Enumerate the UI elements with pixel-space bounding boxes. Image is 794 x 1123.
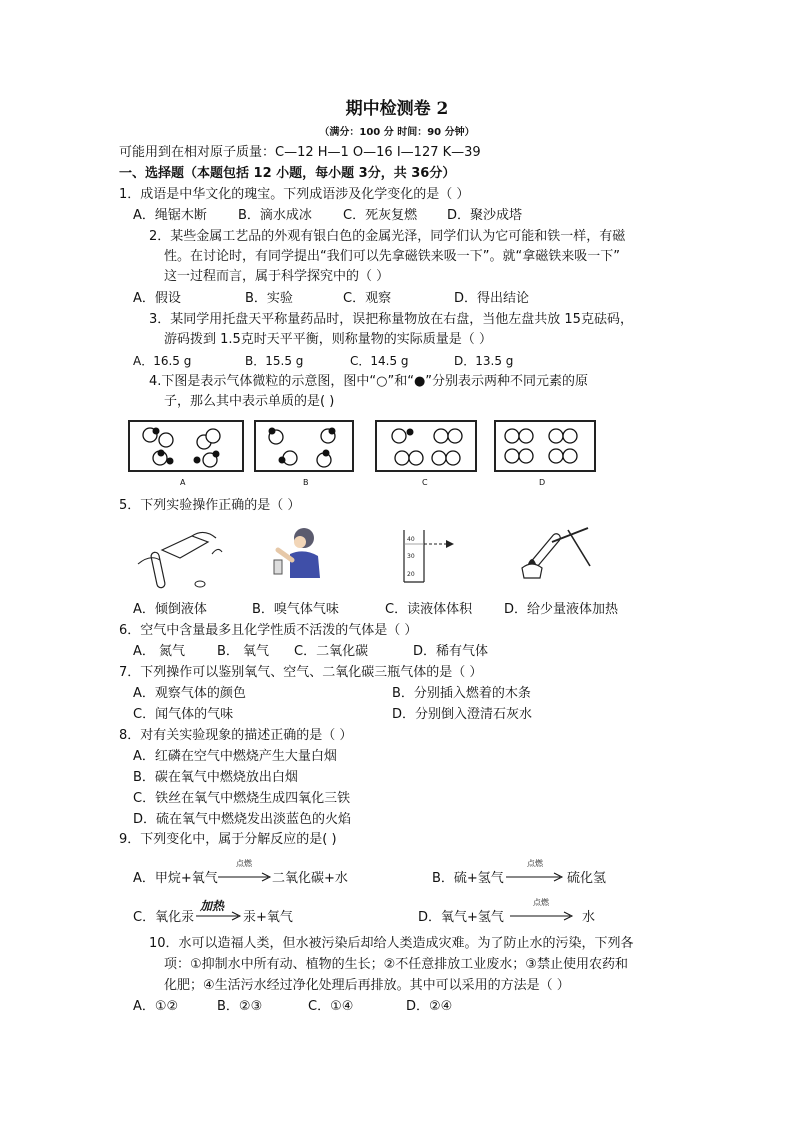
- q9-option-a-products: 二氧化碳+水: [272, 871, 348, 886]
- q10-line3: 化肥；④生活污水经过净化处理后再排放。其中可以采用的方法是（ ）: [164, 978, 570, 993]
- q1-option-d[interactable]: D．聚沙成塔: [447, 208, 523, 223]
- q4-molecules-b: [256, 422, 352, 470]
- q8-option-d[interactable]: D．硫在氧气中燃烧发出淡蓝色的火焰: [133, 812, 352, 827]
- q7-option-a[interactable]: A．观察气体的颜色: [133, 686, 246, 701]
- q9-option-d-products: 水: [582, 910, 596, 925]
- q5-stem: 5．下列实验操作正确的是（ ）: [119, 498, 301, 513]
- cylinder-mark-20: 20: [407, 571, 415, 578]
- q3-option-b[interactable]: B．15.5 g: [245, 354, 304, 368]
- q7-stem: 7．下列操作可以鉴别氧气、空气、二氧化碳三瓶气体的是（ ）: [119, 665, 483, 680]
- pouring-liquid-illustration: [132, 524, 224, 594]
- q2-option-b[interactable]: B．实验: [245, 291, 293, 306]
- q4-diagram-c[interactable]: [375, 420, 477, 472]
- smelling-gas-illustration: [268, 524, 324, 580]
- q8-option-b[interactable]: B．碳在氧气中燃烧放出白烟: [133, 770, 298, 785]
- q4-caption-a: A: [180, 478, 186, 487]
- atomic-mass-line: 可能用到在相对原子质量：C—12 H—1 O—16 I—127 K—39: [119, 145, 481, 160]
- q9-option-c-arrow: [196, 911, 244, 921]
- q4-line2: 子，那么其中表示单质的是( ): [164, 394, 335, 409]
- q3-option-d[interactable]: D．13.5 g: [454, 354, 514, 368]
- q9-option-c-products: 汞+氧气: [243, 910, 293, 925]
- q1-option-a[interactable]: A．绳锯木断: [133, 208, 207, 223]
- q2-line3: 这一过程而言，属于科学探究中的（ ）: [164, 269, 390, 284]
- q9-option-d-condition: 点燃: [533, 898, 549, 907]
- heating-liquid-illustration: [508, 520, 598, 584]
- q2-option-a[interactable]: A．假设: [133, 291, 181, 306]
- q8-stem: 8．对有关实验现象的描述正确的是（ ）: [119, 728, 353, 743]
- q6-stem: 6．空气中含量最多且化学性质不活泼的气体是（ ）: [119, 623, 418, 638]
- q8-option-c[interactable]: C．铁丝在氧气中燃烧生成四氧化三铁: [133, 791, 351, 806]
- cylinder-mark-40: 40: [407, 536, 415, 543]
- cylinder-mark-30: 30: [407, 553, 415, 560]
- q4-molecules-d: [496, 422, 594, 470]
- q1-option-c[interactable]: C．死灰复燃: [343, 208, 418, 223]
- q10-option-a[interactable]: A．①②: [133, 999, 179, 1014]
- q7-option-d[interactable]: D．分别倒入澄清石灰水: [392, 707, 533, 722]
- q4-molecules-c: [377, 422, 475, 470]
- q6-option-d[interactable]: D．稀有气体: [413, 644, 489, 659]
- q10-option-c[interactable]: C．①④: [308, 999, 354, 1014]
- q9-option-d-arrow: [510, 911, 576, 921]
- q2-option-c[interactable]: C．观察: [343, 291, 392, 306]
- q9-option-a-condition: 点燃: [236, 859, 252, 868]
- q2-line1: 2．某些金属工艺品的外观有银白色的金属光泽，同学们认为它可能和铁一样，有磁: [149, 229, 626, 244]
- q5-option-b[interactable]: B．嗅气体气味: [252, 602, 339, 617]
- q6-option-a[interactable]: A． 氮气: [133, 644, 186, 659]
- q4-caption-b: B: [303, 478, 309, 487]
- q4-line1: 4.下图是表示气体微粒的示意图，图中“○”和“●”分别表示两种不同元素的原: [149, 374, 589, 389]
- q3-option-c[interactable]: C．14.5 g: [350, 354, 409, 368]
- q10-line2: 项：①抑制水中所有动、植物的生长；②不任意排放工业废水；③禁止使用农药和: [164, 957, 628, 972]
- q9-option-d-reactants[interactable]: D．氧气+氢气: [418, 910, 504, 925]
- q3-option-a[interactable]: A．16.5 g: [133, 354, 192, 368]
- q9-option-b-condition: 点燃: [527, 859, 543, 868]
- q9-option-c-condition: 加热: [200, 899, 225, 913]
- q6-option-b[interactable]: B． 氧气: [217, 644, 270, 659]
- q9-option-b-arrow: [506, 872, 566, 882]
- q1-stem: 1．成语是中华文化的瑰宝。下列成语涉及化学变化的是（ ）: [119, 187, 470, 202]
- q10-option-d[interactable]: D．②④: [406, 999, 453, 1014]
- q4-diagram-d[interactable]: [494, 420, 596, 472]
- q5-option-d[interactable]: D．给少量液体加热: [504, 602, 619, 617]
- q1-option-b[interactable]: B．滴水成冰: [238, 208, 312, 223]
- page-title: 期中检测卷 2: [345, 99, 449, 119]
- q5-option-a[interactable]: A．倾倒液体: [133, 602, 207, 617]
- q8-option-a[interactable]: A．红磷在空气中燃烧产生大量白烟: [133, 749, 337, 764]
- q6-option-c[interactable]: C．二氧化碳: [294, 644, 369, 659]
- q7-option-b[interactable]: B．分别插入燃着的木条: [392, 686, 531, 701]
- q10-line1: 10．水可以造福人类，但水被污染后却给人类造成灾难。为了防止水的污染，下列各: [149, 936, 634, 951]
- q7-option-c[interactable]: C．闻气体的气味: [133, 707, 234, 722]
- q4-caption-c: C: [422, 478, 428, 487]
- q2-option-d[interactable]: D．得出结论: [454, 291, 530, 306]
- q4-caption-d: D: [539, 478, 546, 487]
- q4-molecules-a: [130, 422, 242, 470]
- q9-stem: 9．下列变化中，属于分解反应的是( ): [119, 832, 337, 847]
- q5-option-c[interactable]: C．读液体体积: [385, 602, 473, 617]
- q9-option-c-reactants[interactable]: C．氧化汞: [133, 910, 195, 925]
- q9-option-a-reactants[interactable]: A．甲烷+氧气: [133, 871, 218, 886]
- graduated-cylinder-illustration: [394, 526, 460, 584]
- q9-option-b-reactants[interactable]: B．硫+氢气: [432, 871, 504, 886]
- q3-line1: 3．某同学用托盘天平称量药品时，误把称量物放在右盘，当他左盘共放 15克砝码，: [149, 312, 633, 327]
- q9-option-b-products: 硫化氢: [567, 871, 607, 886]
- q3-line2: 游码拨到 1.5克时天平平衡，则称量物的实际质量是（ ）: [164, 332, 492, 347]
- q4-diagram-b[interactable]: [254, 420, 354, 472]
- q10-option-b[interactable]: B．②③: [217, 999, 263, 1014]
- q2-line2: 性。在讨论时，有同学提出“我们可以先拿磁铁来吸一下”。就“拿磁铁来吸一下”: [164, 249, 620, 264]
- q4-diagram-a[interactable]: [128, 420, 244, 472]
- section-heading: 一、选择题（本题包括 12 小题，每小题 3分，共 36分）: [119, 166, 456, 181]
- q9-option-a-arrow: [218, 872, 274, 882]
- page-subtitle: （满分：100 分 时间：90 分钟）: [319, 127, 475, 138]
